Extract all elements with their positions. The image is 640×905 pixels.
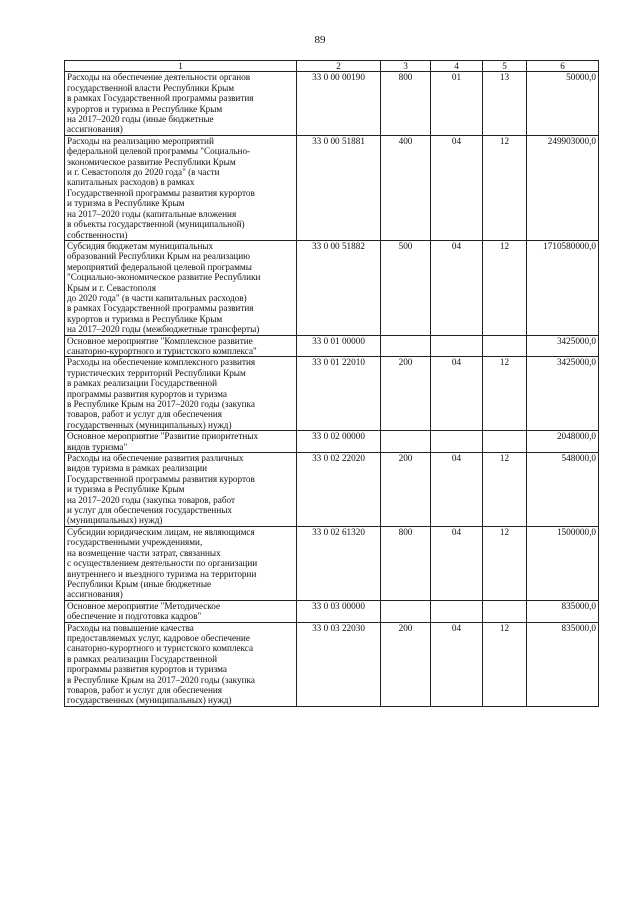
amount-cell: 835000,0	[527, 600, 599, 622]
expense-name-line: туристических территорий Республики Крым	[67, 367, 246, 378]
expense-name-cell	[65, 135, 297, 240]
subsection-cell: 12	[483, 135, 527, 240]
amount-cell: 249903000,0	[527, 135, 599, 240]
expense-name-line: Крым и г. Севастополя	[67, 282, 156, 293]
subsection-cell: 12	[483, 453, 527, 527]
amount-cell: 3425000,0	[527, 335, 599, 357]
expense-name-cell	[65, 622, 297, 706]
column-header: 1	[65, 61, 297, 72]
table-row	[65, 600, 599, 622]
target-article-cell: 33 0 02 00000	[297, 431, 381, 453]
expense-name-line: видов туризма в рамках реализации	[67, 463, 208, 474]
expense-name-line: государственных (муниципальных) нужд)	[67, 695, 232, 706]
expense-name-line: и туризма в Республике Крым	[67, 198, 185, 209]
expense-name-line: товаров, работ и услуг для обеспечения	[67, 684, 222, 695]
expense-name-line: "Социально-экономическое развитие Республики	[67, 272, 261, 283]
expense-name-line: в объекты государственной (муниципальной)	[67, 219, 245, 230]
expense-name-line: санаторно-курортного и туристского комплекса	[67, 643, 254, 654]
expense-name-line: Основное мероприятие "Комплексное развитие	[67, 335, 253, 346]
expense-name-line: Расходы на реализацию мероприятий	[67, 135, 214, 146]
expense-name-line: в рамках Государственной программы развития	[67, 93, 254, 104]
section-cell	[431, 600, 483, 622]
target-article-cell: 33 0 02 22020	[297, 453, 381, 527]
expense-name-line: федеральной целевой программы "Социально-	[67, 146, 251, 157]
expense-name-line: в Республике Крым на 2017–2020 годы (закупка	[67, 399, 255, 409]
expense-name-line: и услуг для обеспечения государственных	[67, 505, 232, 516]
expense-type-cell: 800	[381, 72, 431, 135]
amount-cell: 2048000,0	[527, 431, 599, 453]
column-header: 2	[297, 61, 381, 72]
section-cell: 04	[431, 622, 483, 706]
expense-name-cell	[65, 453, 297, 527]
expense-name-line: и г. Севастополя до 2020 года" (в части	[67, 167, 220, 178]
subsection-cell	[483, 335, 527, 357]
expense-name-line: курортов и туризма в Республике Крым	[67, 313, 223, 324]
expense-name-line: Расходы на обеспечение развития различных	[67, 453, 244, 464]
expense-name-cell	[65, 357, 297, 431]
table-row	[65, 72, 599, 135]
expense-name-line: внутреннего и въездного туризма на территории	[67, 568, 257, 579]
expense-type-cell	[381, 335, 431, 357]
column-header: 5	[483, 61, 527, 72]
expense-name-line: товаров, работ и услуг для обеспечения	[67, 409, 222, 420]
subsection-cell: 12	[483, 526, 527, 600]
expense-name-line: капитальных расходов) в рамках	[67, 177, 195, 188]
expense-name-line: на 2017–2020 годы (межбюджетные трансферты)	[67, 324, 260, 335]
subsection-cell: 12	[483, 240, 527, 335]
expense-name-line: Республики Крым (иные бюджетные	[67, 578, 212, 589]
expense-name-line: Расходы на повышение качества	[67, 622, 194, 633]
table-row	[65, 453, 599, 527]
expense-name-line: на 2017–2020 годы (закупка товаров, работ	[67, 494, 235, 505]
amount-cell: 3425000,0	[527, 357, 599, 431]
expense-type-cell: 800	[381, 526, 431, 600]
expense-type-cell: 200	[381, 357, 431, 431]
expense-name-line: государственной власти Республики Крым	[67, 82, 235, 93]
subsection-cell: 12	[483, 357, 527, 431]
expense-name-line: курортов и туризма в Республике Крым	[67, 103, 223, 114]
subsection-cell	[483, 600, 527, 622]
expense-name-line: образований Республики Крым на реализацию	[67, 251, 250, 262]
amount-cell: 1710580000,0	[527, 240, 599, 335]
expense-name-line: программы развития курортов и туризма	[67, 388, 227, 399]
expense-type-cell	[381, 431, 431, 453]
expense-name-line: собственности)	[67, 229, 128, 240]
amount-cell: 548000,0	[527, 453, 599, 527]
expense-name-cell	[65, 431, 297, 453]
target-article-cell: 33 0 01 00000	[297, 335, 381, 357]
expense-name-cell	[65, 240, 297, 335]
target-article-cell: 33 0 02 61320	[297, 526, 381, 600]
subsection-cell: 13	[483, 72, 527, 135]
expense-name-line: Субсидии юридическим лицам, не являющимся	[67, 526, 255, 537]
expense-name-line: до 2020 года" (в части капитальных расходов)	[67, 292, 247, 303]
expense-name-line: обеспечение и подготовка кадров"	[67, 611, 202, 622]
expense-name-line: программы развития курортов и туризма	[67, 664, 227, 675]
expense-name-line: в рамках реализации Государственной	[67, 378, 218, 389]
table-row	[65, 240, 599, 335]
section-cell: 04	[431, 135, 483, 240]
table-row	[65, 526, 599, 600]
budget-table	[64, 60, 599, 707]
expense-name-line: и туризма в Республике Крым	[67, 484, 185, 495]
amount-cell: 1500000,0	[527, 526, 599, 600]
table-row	[65, 622, 599, 706]
expense-type-cell: 200	[381, 622, 431, 706]
section-cell: 04	[431, 357, 483, 431]
expense-name-line: государственными учреждениями,	[67, 537, 203, 548]
amount-cell: 50000,0	[527, 72, 599, 135]
expense-name-line: Государственной программы развития курортов	[67, 473, 255, 484]
expense-name-line: мероприятий федеральной целевой программы	[67, 261, 252, 272]
section-cell	[431, 431, 483, 453]
expense-name-line: ассигнования)	[67, 124, 123, 135]
expense-name-line: в рамках Государственной программы развития	[67, 303, 254, 314]
section-cell: 01	[431, 72, 483, 135]
expense-name-cell	[65, 526, 297, 600]
section-cell	[431, 335, 483, 357]
column-header: 3	[381, 61, 431, 72]
expense-name-cell	[65, 72, 297, 135]
target-article-cell: 33 0 03 00000	[297, 600, 381, 622]
expense-type-cell: 500	[381, 240, 431, 335]
expense-type-cell: 400	[381, 135, 431, 240]
header-row	[65, 61, 599, 72]
section-cell: 04	[431, 453, 483, 527]
target-article-cell: 33 0 01 22010	[297, 357, 381, 431]
expense-name-line: на возмещение части затрат, связанных	[67, 547, 221, 558]
expense-type-cell	[381, 600, 431, 622]
expense-name-line: в Республике Крым на 2017–2020 годы (закупка	[67, 674, 255, 685]
expense-name-cell	[65, 335, 297, 357]
subsection-cell: 12	[483, 622, 527, 706]
expense-name-line: в рамках реализации Государственной	[67, 653, 218, 664]
expense-name-line: предоставляемых услуг, кадровое обеспечение	[67, 632, 250, 643]
table-row	[65, 431, 599, 453]
section-cell: 04	[431, 240, 483, 335]
column-header: 6	[527, 61, 599, 72]
expense-name-line: с осуществлением деятельности по организации	[67, 558, 258, 569]
table-row	[65, 135, 599, 240]
table-row	[65, 335, 599, 357]
target-article-cell: 33 0 00 51881	[297, 135, 381, 240]
expense-name-line: санаторно-курортного и туристского комплекса"	[67, 345, 257, 356]
expense-name-line: ассигнования)	[67, 589, 123, 600]
expense-name-line: Расходы на обеспечение деятельности органов	[67, 72, 251, 83]
expense-type-cell: 200	[381, 453, 431, 527]
amount-cell: 835000,0	[527, 622, 599, 706]
page-number: 89	[314, 34, 326, 46]
expense-name-line: на 2017–2020 годы (иные бюджетные	[67, 114, 214, 125]
target-article-cell: 33 0 03 22030	[297, 622, 381, 706]
target-article-cell: 33 0 00 51882	[297, 240, 381, 335]
expense-name-line: Государственной программы развития курортов	[67, 187, 255, 198]
expense-name-line: на 2017–2020 годы (капитальные вложения	[67, 208, 237, 219]
expense-name-line: Субсидия бюджетам муниципальных	[67, 240, 214, 251]
expense-name-line: Основное мероприятие "Развитие приоритетных	[67, 431, 259, 442]
expense-name-line: Расходы на обеспечение комплексного развития	[67, 357, 256, 368]
expense-name-line: видов туризма"	[67, 441, 128, 452]
expense-name-line: Основное мероприятие "Методическое	[67, 600, 221, 611]
expense-name-line: (муниципальных) нужд)	[67, 515, 163, 526]
expense-name-line: экономическое развитие Республики Крым	[67, 156, 236, 167]
section-cell: 04	[431, 526, 483, 600]
column-header: 4	[431, 61, 483, 72]
target-article-cell: 33 0 00 00190	[297, 72, 381, 135]
table-row	[65, 357, 599, 431]
subsection-cell	[483, 431, 527, 453]
expense-name-cell	[65, 600, 297, 622]
expense-name-line: государственных (муниципальных) нужд)	[67, 419, 232, 430]
